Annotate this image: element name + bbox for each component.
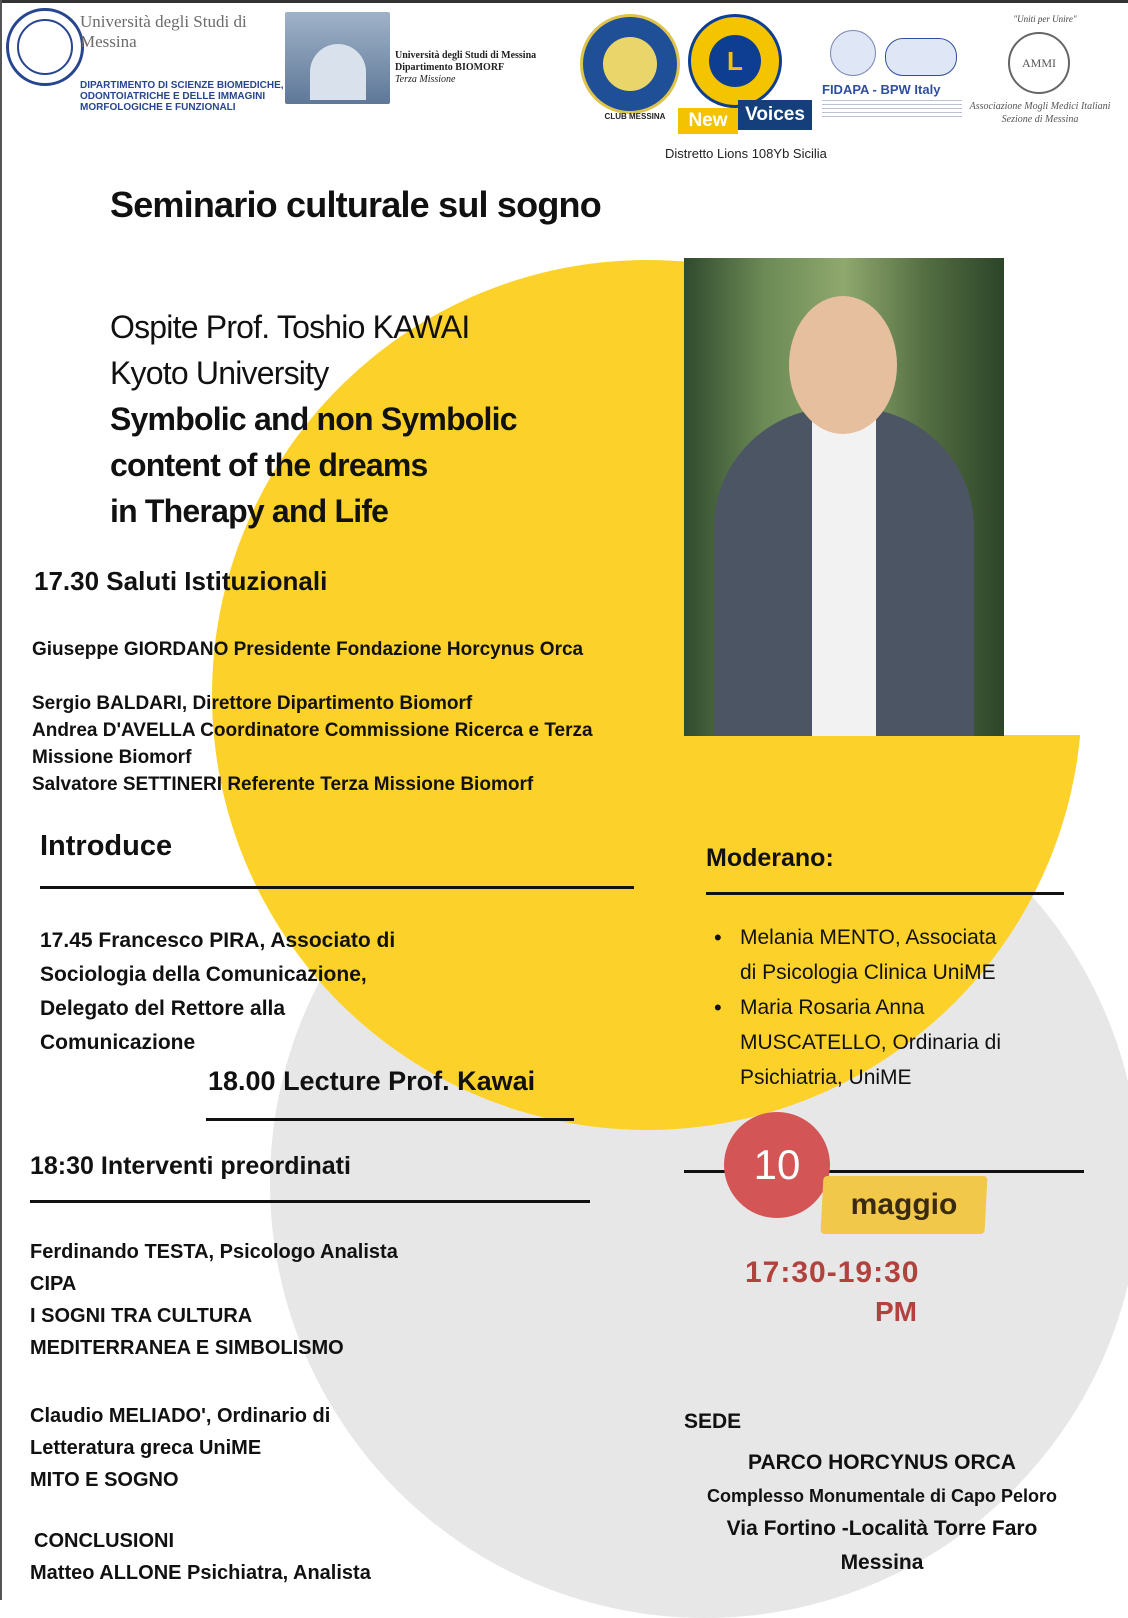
saluti-heading: 17.30 Saluti Istituzionali — [34, 566, 328, 596]
talk-title: Symbolic and non Symbolic content of the dreams in Therapy and Life — [110, 401, 517, 529]
conclusioni-heading: CONCLUSIONI — [34, 1530, 174, 1552]
interventi-rule — [30, 1200, 590, 1203]
shirt-shape — [812, 408, 876, 736]
saluti-list: Sergio BALDARI, Direttore Dipartimento Biomorf Andrea D'AVELLA Coordinatore Commissione Ricerca e Terza Missione Biomorf Salvatore SETTINERI Referente Terza Missione Biomorf — [32, 693, 593, 795]
guest-block — [110, 304, 469, 396]
lecture-rule — [206, 1118, 574, 1121]
venue-city: Messina — [840, 1551, 924, 1574]
soroptimist-club-label: CLUB MESSINA — [604, 112, 666, 121]
saluti-giordano: Giuseppe GIORDANO Presidente Fondazione Horcynus Orca — [32, 639, 584, 660]
building-arch-icon — [310, 44, 366, 100]
lions-logo — [688, 14, 782, 108]
globe-icon — [885, 38, 957, 76]
venue-block — [684, 1446, 1080, 1580]
left-border — [0, 0, 2, 1600]
ammi-motto: "Uniti per Unire" — [1013, 14, 1077, 24]
venue-address: Via Fortino -Località Torre Faro — [726, 1517, 1038, 1540]
introduce-heading: Introduce — [40, 830, 173, 862]
fidapa-small-print — [822, 100, 962, 120]
seminar-title: Seminario culturale sul sogno — [110, 184, 601, 225]
event-time: 17:30-19:30 — [745, 1256, 920, 1289]
guest-name: Ospite Prof. Toshio KAWAI — [110, 309, 470, 345]
interventi-heading: 18:30 Interventi preordinati — [30, 1152, 351, 1180]
top-border — [0, 0, 1128, 3]
ammi-name: Associazione Mogli Medici Italiani Sezione di Messina — [969, 101, 1111, 125]
unime-name: Università degli Studi di Messina — [80, 12, 247, 51]
fidapa-emblem-icon — [830, 30, 876, 76]
introduce-rule — [40, 886, 634, 889]
moderator-mento: • Melania MENTO, Associata di Psicologia Clinica UniME — [710, 920, 1070, 990]
speaker-photo — [684, 258, 1004, 736]
moderano-heading: Moderano: — [706, 844, 834, 872]
lions-letter: L — [709, 35, 761, 87]
soroptimist-logo — [580, 14, 680, 114]
unime-seal-logo — [6, 8, 84, 86]
moderator-muscatello: • Maria Rosaria Anna MUSCATELLO, Ordinaria di Psichiatria, UniME — [710, 990, 1070, 1095]
date-month: maggio — [850, 1188, 958, 1221]
biomorf-label: Università degli Studi di Messina Dipartimento BIOMORF Terza Missione — [395, 50, 537, 85]
moderano-rule — [706, 892, 1064, 895]
distretto-label: Distretto Lions 108Yb Sicilia — [665, 146, 827, 161]
fidapa-label: FIDAPA - BPW Italy — [822, 82, 941, 97]
new-voices-voices: Voices — [738, 100, 812, 130]
sede-label: SEDE — [684, 1410, 742, 1433]
guest-university: Kyoto University — [110, 355, 329, 391]
moderano-list — [710, 920, 1070, 1095]
head-shape — [789, 296, 897, 434]
event-ampm: PM — [875, 1296, 917, 1327]
date-day: 10 — [724, 1112, 830, 1218]
department-name: DIPARTIMENTO DI SCIENZE BIOMEDICHE, ODONTOIATRICHE E DELLE IMMAGINI MORFOLOGICHE E FUNZIONALI — [80, 80, 284, 113]
venue-complex: Complesso Monumentale di Capo Peloro — [706, 1486, 1058, 1506]
venue-name: PARCO HORCYNUS ORCA — [748, 1451, 1016, 1474]
introduce-body: 17.45 Francesco PIRA, Associato di Sociologia della Comunicazione, Delegato del Rettore alla Comunicazione — [40, 929, 396, 1054]
intervento-meliado: Claudio MELIADO', Ordinario di Letteratura greca UniME MITO E SOGNO — [30, 1405, 331, 1491]
new-voices-new: New — [678, 108, 738, 134]
intervento-testa: Ferdinando TESTA, Psicologo Analista CIPA I SOGNI TRA CULTURA MEDITERRANEA E SIMBOLISMO — [30, 1241, 398, 1359]
conclusioni-name: Matteo ALLONE Psichiatra, Analista — [30, 1562, 371, 1584]
ammi-seal-logo: AMMI — [1008, 32, 1070, 94]
lecture-line: 18.00 Lecture Prof. Kawai — [208, 1066, 536, 1096]
